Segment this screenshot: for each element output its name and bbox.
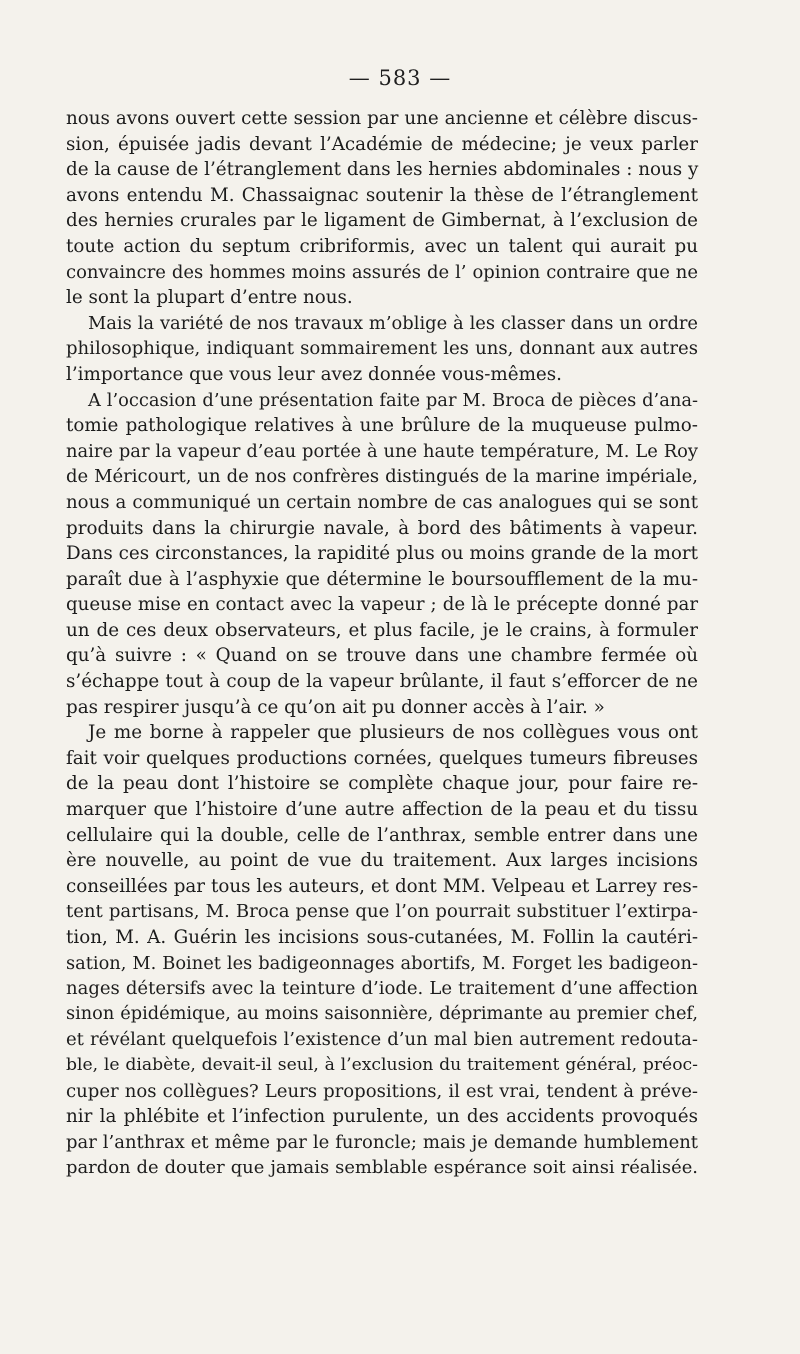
text-line: A l’occasion d’une présentation faite par M. Broca de pièces d’ana- [88, 389, 698, 411]
text-line: et révélant quelquefois l’existence d’un mal bien autrement redouta- [66, 1029, 698, 1051]
text-line: naire par la vapeur d’eau portée à une haute température, M. Le Roy [66, 440, 698, 462]
text-line: nages détersifs avec la teinture d’iode. Le traitement d’une affection [66, 978, 698, 1000]
text-line: un de ces deux observateurs, et plus facile, je le crains, à formuler [66, 619, 698, 641]
text-line: de la peau dont l’histoire se complète chaque jour, pour faire re- [66, 773, 698, 795]
text-line: nir la phlébite et l’infection purulente, un des accidents provoqués [66, 1106, 698, 1128]
text-line: nous avons ouvert cette session par une ancienne et célèbre discus- [66, 108, 698, 129]
text-line: ère nouvelle, au point de vue du traitement. Aux larges incisions [66, 850, 698, 872]
text-line: tent partisans, M. Broca pense que l’on pourrait substituer l’extirpa- [66, 901, 698, 923]
text-line: philosophique, indiquant sommairement les uns, donnant aux autres [66, 338, 698, 360]
text-line: marquer que l’histoire d’une autre affection de la peau et du tissu [66, 799, 698, 821]
text-line: nous a communiqué un certain nombre de cas analogues qui se sont [66, 491, 698, 513]
text-line: toute action du septum cribriformis, avec un talent qui aurait pu [66, 235, 698, 257]
text-line: conseillées par tous les auteurs, et dont MM. Velpeau et Larrey res- [66, 875, 698, 897]
body-text [66, 106, 698, 1181]
page-number: — 583 — [348, 66, 452, 90]
text-line: de la cause de l’étranglement dans les hernies abdominales : nous y [66, 159, 699, 181]
text-line: pardon de douter que jamais semblable espérance soit ainsi réalisée. [66, 1157, 698, 1179]
text-line: fait voir quelques productions cornées, quelques tumeurs fibreuses [66, 747, 698, 769]
text-line: avons entendu M. Chassaignac soutenir la thèse de l’étranglement [66, 184, 698, 206]
text-line: par l’anthrax et même par le furoncle; mais je demande humblement [66, 1131, 698, 1153]
text-line: convaincre des hommes moins assurés de l’ opinion contraire que ne [66, 261, 698, 283]
text-line: le sont la plupart d’entre nous. [66, 287, 353, 309]
text-line: l’importance que vous leur avez donnée vous-mêmes. [66, 363, 562, 385]
text-line: Dans ces circonstances, la rapidité plus ou moins grande de la mort [66, 543, 698, 565]
text-line: cuper nos collègues? Leurs propositions, il est vrai, tendent à préve- [66, 1080, 698, 1102]
text-line: cellulaire qui la double, celle de l’anthrax, semble entrer dans une [66, 824, 698, 846]
text-line: tion, M. A. Guérin les incisions sous-cutanées, M. Follin la cautéri- [66, 927, 698, 948]
text-line: des hernies crurales par le ligament de Gimbernat, à l’exclusion de [66, 210, 698, 232]
text-line: Je me borne à rappeler que plusieurs de nos collègues vous ont [88, 722, 698, 744]
text-line: queuse mise en contact avec la vapeur ; de là le précepte donné par [66, 594, 698, 616]
text-line: sinon épidémique, au moins saisonnière, déprimante au premier chef, [66, 1003, 698, 1024]
text-line: tomie pathologique relatives à une brûlure de la muqueuse pulmo- [66, 415, 698, 437]
text-line: Mais la variété de nos travaux m’oblige à les classer dans un ordre [88, 312, 698, 334]
text-line: produits dans la chirurgie navale, à bord des bâtiments à vapeur. [66, 517, 698, 539]
text-line: sation, M. Boinet les badigeonnages abortifs, M. Forget les badigeon- [66, 952, 698, 974]
text-line: paraît due à l’asphyxie que détermine le boursoufflement de la mu- [66, 568, 698, 590]
text-line: de Méricourt, un de nos confrères distingués de la marine impériale, [66, 466, 698, 488]
text-line: pas respirer jusqu’à ce qu’on ait pu donner accès à l’air. » [66, 696, 605, 718]
text-line: s’échappe tout à coup de la vapeur brûlante, il faut s’efforcer de ne [66, 671, 698, 693]
text-line: ble, le diabète, devait-il seul, à l’exclusion du traitement général, préoc- [66, 1054, 698, 1075]
text-line: sion, épuisée jadis devant l’Académie de médecine; je veux parler [66, 133, 698, 155]
text-line: qu’à suivre : « Quand on se trouve dans une chambre fermée où [66, 645, 698, 667]
